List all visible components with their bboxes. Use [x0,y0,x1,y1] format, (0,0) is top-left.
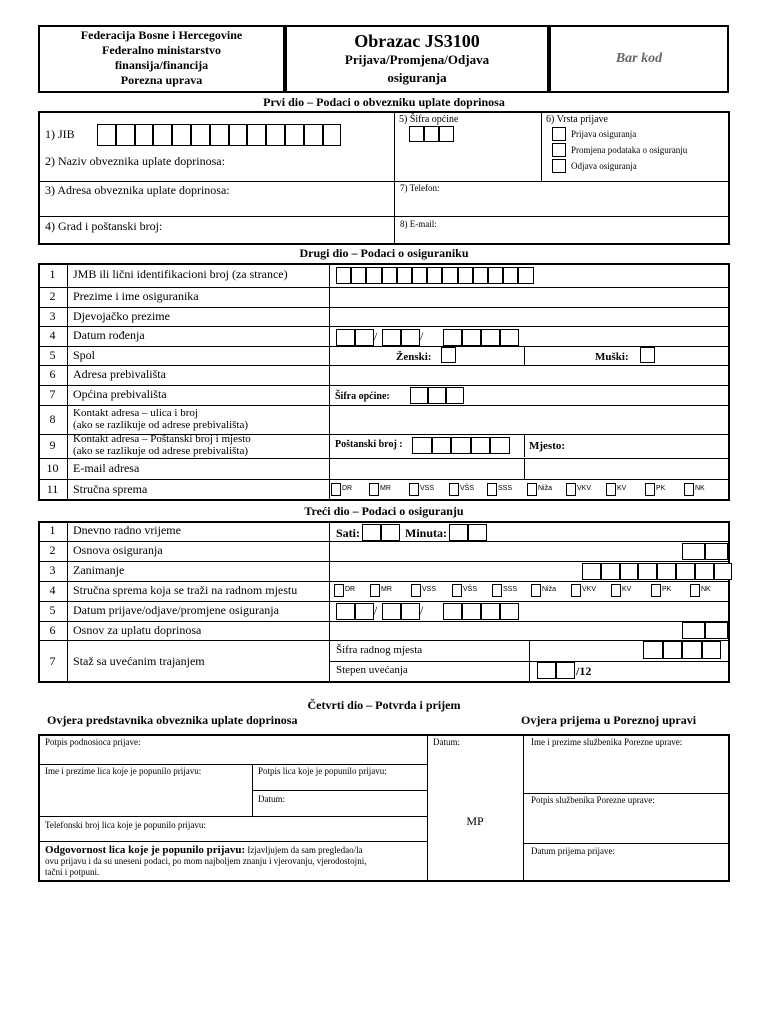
qualification-label: Niža [538,485,553,492]
part2-row-label: (ako se razlikuje od adrese prebivališta) [73,418,249,431]
jmb-digit-box-8[interactable] [442,267,457,284]
tax-office-certification-heading: Ovjera prijema u Poreznoj upravi [521,713,697,727]
required-qualification-checkbox[interactable] [571,584,581,597]
part2-row-label: Kontakt adresa – ulica i broj [73,406,198,419]
per-twelve-label: /12 [576,664,592,678]
insurance-year-box-1[interactable] [443,603,462,620]
municipality-code-box-3[interactable] [439,126,454,142]
municipality-code-box-2[interactable] [424,126,439,142]
jmb-digit-box-5[interactable] [397,267,412,284]
jib-label: 1) JIB [45,127,75,141]
occupation-box-1[interactable] [582,563,601,580]
qualification-checkbox[interactable] [527,483,537,496]
jmb-digit-box-2[interactable] [351,267,366,284]
residence-municipality-code-box-3[interactable] [446,387,464,404]
part2-row-label: Općina prebivališta [73,387,167,401]
part2-row-number: 8 [49,411,56,426]
issuer-line-4: Porezna uprava [120,73,203,87]
jib-digit-box-13[interactable] [323,124,342,146]
required-qualification-label: VŠS [463,586,478,593]
birth-year-box-3[interactable] [481,329,500,346]
part3-row-label: Zanimanje [73,563,125,577]
municipality-code-label: 5) Šifra općine [399,114,459,125]
birth-year-box-1[interactable] [443,329,462,346]
issuer-line-3: finansija/financija [114,58,209,72]
part2-row-label: Datum rođenja [73,328,145,342]
jib-digit-box-3[interactable] [135,124,154,146]
part3-row-label: Staž sa uvećanim trajanjem [73,653,205,668]
required-qualification-checkbox[interactable] [651,584,661,597]
insurance-day-box-1[interactable] [336,603,355,620]
qualification-checkbox[interactable] [645,483,655,496]
qualification-label: KV [617,485,627,492]
stamp-label: MP [466,814,484,828]
responsibility-text-2: ovu prijavu i da su uneseni podaci, po mom najboljem znanju i vjerovanju, vjerodostojni, [45,856,367,866]
minutes-box-1[interactable] [449,524,468,541]
occupation-box-3[interactable] [620,563,639,580]
qualification-label: SSS [498,485,513,492]
occupation-box-8[interactable] [714,563,733,580]
part3-row-number: 2 [49,543,56,557]
insurance-day-box-2[interactable] [355,603,374,620]
postal-code-box-5[interactable] [490,437,510,454]
increase-degree-label: Stepen uvećanja [336,664,408,676]
jib-digit-box-2[interactable] [116,124,135,146]
part3-row-number: 3 [49,563,56,577]
qualification-checkbox[interactable] [331,483,341,496]
qualification-label: PK [656,485,666,492]
required-qualification-label: KV [622,586,632,593]
qualification-label: NK [695,485,705,492]
officer-signature-label: Potpis službenika Porezne uprave: [531,795,655,805]
required-qualification-checkbox[interactable] [452,584,462,597]
part2-row-label: Stručna sprema [73,482,148,496]
email-label: 8) E-mail: [400,219,437,229]
issuer-line-1: Federacija Bosne i Hercegovine [80,28,243,42]
jmb-digit-box-4[interactable] [382,267,397,284]
part2-row-label: E-mail adresa [73,460,140,475]
submitter-signature-label: Potpis podnosioca prijave: [45,737,141,747]
occupation-box-5[interactable] [657,563,676,580]
residence-municipality-code-box-1[interactable] [410,387,428,404]
insurance-year-box-2[interactable] [462,603,481,620]
city-postal-label: 4) Grad i poštanski broj: [45,219,163,233]
birth-year-box-4[interactable] [500,329,519,346]
form-title: Obrazac JS3100 [354,31,480,51]
jmb-digit-box-3[interactable] [366,267,381,284]
qualification-checkbox[interactable] [449,483,459,496]
qualification-checkbox[interactable] [684,483,694,496]
jib-digit-box-5[interactable] [172,124,191,146]
responsibility-statement [45,845,425,878]
required-qualification-label: VSS [422,586,437,593]
part2-row-number: 9 [49,438,56,452]
part2-row-number: 11 [46,482,59,496]
gender-male-label: Muški: [595,351,629,363]
minutes-label: Minuta: [405,526,447,540]
part3-row-label: Stručna sprema koja se traži na radnom mjestu [73,583,298,597]
contribution-basis-box-2[interactable] [705,622,728,639]
jmb-digit-box-7[interactable] [427,267,442,284]
required-qualification-checkbox[interactable] [492,584,502,597]
birth-day-box-1[interactable] [336,329,355,346]
responsibility-text-1: Izjavljujem da sam pregledao/la [245,845,363,855]
increase-degree-box-2[interactable] [556,662,575,679]
qualification-label: VŠS [460,485,475,492]
required-qualification-label: DR [345,586,356,593]
occupation-box-4[interactable] [638,563,657,580]
part2-title: Drugi dio – Podaci o osiguraniku [299,246,469,260]
insurance-basis-box-2[interactable] [705,543,728,560]
residence-municipality-code-label: Šifra općine: [335,391,390,402]
insurance-basis-box-1[interactable] [682,543,705,560]
preparer-date-label: Datum: [258,794,285,804]
checkbox-registration[interactable] [552,127,566,141]
option-registration: Prijava osiguranja [571,129,637,139]
minutes-box-2[interactable] [468,524,487,541]
responsibility-text-3: tačni i potpuni. [45,867,100,877]
part2-row-label: Adresa prebivališta [73,367,166,381]
barcode-label: Bar kod [615,51,663,66]
jmb-digit-box-12[interactable] [503,267,518,284]
required-qualification-checkbox[interactable] [370,584,380,597]
jmb-digit-box-6[interactable] [412,267,427,284]
required-qualification-label: SSS [503,586,518,593]
required-qualification-checkbox[interactable] [611,584,621,597]
date-separator: / [420,329,424,343]
part2-row-number: 10 [46,460,59,475]
required-qualification-label: VKV [582,586,597,593]
checkbox-change[interactable] [552,143,566,157]
postal-code-box-4[interactable] [471,437,491,454]
part3-row-number: 1 [49,523,56,537]
part2-row-number: 3 [49,308,56,323]
position-code-box-3[interactable] [682,641,702,659]
part2-row-number: 5 [49,347,56,362]
part3-row-number: 5 [49,603,56,617]
birth-month-box-2[interactable] [401,329,420,346]
payer-name-label: 2) Naziv obveznika uplate doprinosa: [45,154,225,168]
jmb-digit-box-9[interactable] [458,267,473,284]
jib-digit-box-12[interactable] [304,124,323,146]
required-qualification-label: PK [662,586,672,593]
birth-day-box-2[interactable] [355,329,374,346]
issuer-line-2: Federalno ministarstvo [102,43,221,57]
jib-digit-box-11[interactable] [285,124,304,146]
birth-month-box-1[interactable] [382,329,401,346]
jib-digit-box-4[interactable] [153,124,172,146]
hours-box-1[interactable] [362,524,381,541]
date-separator: / [374,329,378,343]
part2-row-label: Prezime i ime osiguranika [73,289,199,303]
part4-title: Četvrti dio – Potvrda i prijem [307,698,461,712]
hours-label: Sati: [336,526,360,540]
option-change: Promjena podataka o osiguranju [571,145,688,155]
postal-code-box-2[interactable] [432,437,452,454]
part3-row-label: Datum prijave/odjave/promjene osiguranja [73,603,279,617]
phone-label: 7) Telefon: [400,183,440,193]
required-qualification-checkbox[interactable] [411,584,421,597]
preparer-phone-label: Telefonski broj lica koje je popunilo prijavu: [45,820,206,830]
part2-row-label: JMB ili lični identifikacioni broj (za strance) [73,267,288,281]
part2-row-number: 1 [49,267,56,281]
required-qualification-label: Niža [542,586,557,593]
part3-title: Treći dio – Podaci o osiguranju [304,504,464,518]
part2-row-label: (ako se razlikuje od adrese prebivališta) [73,445,249,457]
qualification-checkbox[interactable] [369,483,379,496]
residence-municipality-code-box-2[interactable] [428,387,446,404]
part2-row-label: Kontakt adresa – Poštanski broj i mjesto [73,433,251,445]
occupation-box-2[interactable] [601,563,620,580]
qualification-label: VSS [420,485,435,492]
place-label: Mjesto: [529,440,566,452]
preparer-signature-label: Potpis lica koje je popunilo prijavu: [258,766,387,776]
part3-row-number: 7 [49,653,56,668]
jib-digit-box-10[interactable] [266,124,285,146]
required-qualification-checkbox[interactable] [531,584,541,597]
required-qualification-checkbox[interactable] [334,584,344,597]
occupation-box-6[interactable] [676,563,695,580]
position-code-box-4[interactable] [702,641,722,659]
date-separator: / [420,603,424,617]
qualification-label: VKV [577,485,592,492]
submission-date-label: Datum: [433,737,460,747]
jib-digit-box-7[interactable] [210,124,229,146]
qualification-checkbox[interactable] [487,483,497,496]
municipality-code-box-1[interactable] [409,126,424,142]
jib-digit-box-8[interactable] [229,124,248,146]
jmb-digit-box-10[interactable] [473,267,488,284]
jmb-digit-box-13[interactable] [518,267,533,284]
part3-row-number: 6 [49,622,56,637]
qualification-label: MR [380,485,391,492]
hours-box-2[interactable] [381,524,400,541]
jib-digit-box-9[interactable] [247,124,266,146]
date-separator: / [374,603,378,617]
jmb-digit-box-1[interactable] [336,267,351,284]
gender-male-checkbox[interactable] [640,347,655,363]
part3-row-label: Dnevno radno vrijeme [73,523,181,537]
increase-degree-box-1[interactable] [537,662,556,679]
part2-row-label: Djevojačko prezime [73,308,170,323]
registration-type-label: 6) Vrsta prijave [546,114,608,125]
gender-female-label: Ženski: [396,351,432,363]
part3-row-number: 4 [49,583,56,597]
qualification-checkbox[interactable] [566,483,576,496]
jib-digit-box-1[interactable] [97,124,116,146]
postal-code-label: Poštanski broj : [335,439,403,450]
jmb-digit-box-11[interactable] [488,267,503,284]
occupation-box-7[interactable] [695,563,714,580]
postal-code-box-3[interactable] [451,437,471,454]
part1-title: Prvi dio – Podaci o obvezniku uplate doprinosa [263,95,505,109]
form-subtitle-1: Prijava/Promjena/Odjava [344,52,490,67]
part3-row-label: Osnov za uplatu doprinosa [73,622,202,637]
officer-name-label: Ime i prezime službenika Porezne uprave: [531,737,683,747]
position-code-box-2[interactable] [663,641,683,659]
part2-row-number: 4 [49,328,56,342]
option-deregistration: Odjava osiguranja [571,161,637,171]
gender-female-checkbox[interactable] [441,347,456,363]
payer-address-label: 3) Adresa obveznika uplate doprinosa: [45,183,230,197]
part3-row-label: Osnova osiguranja [73,543,163,557]
part2-row-label: Spol [73,347,96,362]
insurance-year-box-3[interactable] [481,603,500,620]
insurance-month-box-2[interactable] [401,603,420,620]
position-code-label: Šifra radnog mjesta [336,644,423,656]
postal-code-box-1[interactable] [412,437,432,454]
part2-row-number: 6 [49,367,56,381]
responsibility-bold: Odgovornost lica koje je popunilo prijavu: [45,844,246,856]
receipt-date-label: Datum prijema prijave: [531,846,615,856]
required-qualification-checkbox[interactable] [690,584,700,597]
qualification-checkbox[interactable] [409,483,419,496]
payer-certification-heading: Ovjera predstavnika obveznika uplate doprinosa [47,713,298,727]
required-qualification-label: MR [381,586,392,593]
contribution-basis-box-1[interactable] [682,622,705,639]
preparer-name-label: Ime i prezime lica koje je popunilo prijavu: [45,766,202,776]
insurance-year-box-4[interactable] [500,603,519,620]
required-qualification-label: NK [701,586,711,593]
part2-row-number: 2 [49,289,56,303]
insurance-month-box-1[interactable] [382,603,401,620]
checkbox-deregistration[interactable] [552,159,566,173]
part2-row-number: 7 [49,387,56,401]
qualification-checkbox[interactable] [606,483,616,496]
position-code-box-1[interactable] [643,641,663,659]
birth-year-box-2[interactable] [462,329,481,346]
jib-digit-box-6[interactable] [191,124,210,146]
form-subtitle-2: osiguranja [387,70,447,85]
qualification-label: DR [342,485,353,492]
